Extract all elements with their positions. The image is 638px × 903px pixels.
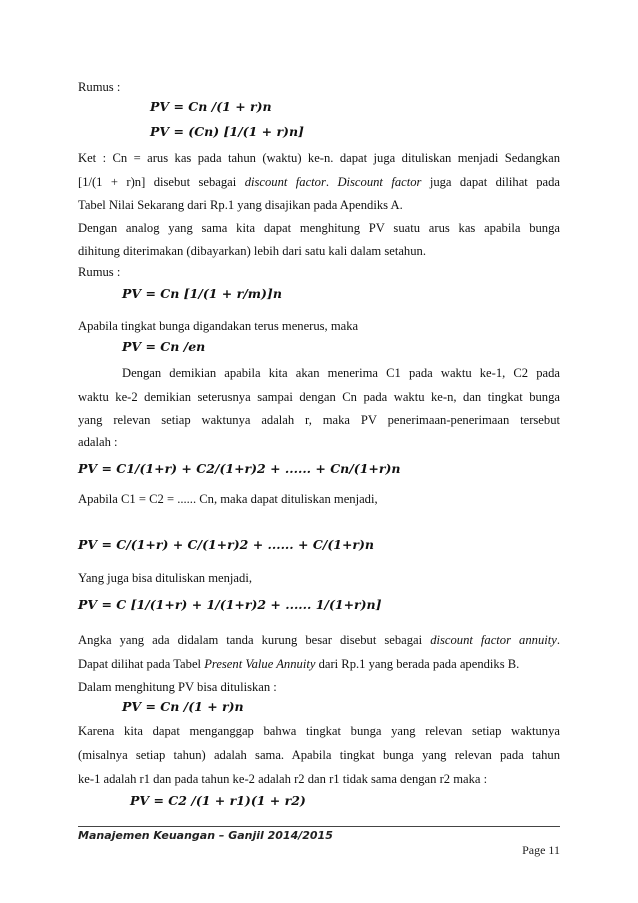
angka-line-2-a: Dapat dilihat pada Tabel [78,657,205,671]
formula-pv-basic [150,99,272,114]
alternative-form-text: Yang juga bisa dituliskan menjadi, [78,571,252,585]
angka-line-1-a: Angka yang ada didalam tanda kurung besar disebut sebagai [78,633,431,647]
ket-line-2-c: juga dapat dilihat pada [421,175,560,189]
angka-line-2-b: dari Rp.1 yang berada pada apendiks B. [315,657,520,671]
formula-pv-varying-rate-text: PV = C2 /(1 + r1)(1 + r2) [130,793,306,808]
formula-pv-basic-repeat [122,699,244,714]
dengan-line-3: yang relevan setiap waktunya adalah r, maka PV penerimaan-penerimaan tersebut [78,413,560,427]
ket-line-1: Ket : Cn = arus kas pada tahun (waktu) ke-n. dapat juga dituliskan menjadi Sedangkan [78,151,560,165]
formula-pv-compound-text: PV = Cn [1/(1 + r/m)]n [122,286,282,301]
formula-pv-basic-text: PV = Cn /(1 + r)n [150,99,272,114]
formula-pv-sum [78,461,401,476]
dalam-text: Dalam menghitung PV bisa dituliskan : [78,680,277,694]
rumus-label-1: Rumus : [78,80,121,94]
ket-line-3: Tabel Nilai Sekarang dari Rp.1 yang disajikan pada Apendiks A. [78,198,403,212]
continuous-compounding-text: Apabila tingkat bunga digandakan terus menerus, maka [78,319,359,333]
dengan-line-1: Dengan demikian apabila kita akan menerima C1 pada waktu ke-1, C2 pada [122,366,560,380]
analog-line-1: Dengan analog yang sama kita dapat menghitung PV suatu arus kas apabila bunga [78,221,560,235]
equal-cashflow-text: Apabila C1 = C2 = ...... Cn, maka dapat dituliskan menjadi, [78,492,378,506]
ket-line-2-b: . [325,175,338,189]
formula-pv-exponential-text: PV = Cn /en [122,339,206,354]
ket-line-2-em-2: Discount factor [337,175,422,189]
angka-line-1-em: discount factor annuity [430,633,557,647]
karena-line-1: Karena kita dapat menganggap bahwa tingkat bunga yang relevan setiap waktunya [78,724,560,738]
formula-pv-annuity [78,597,382,612]
formula-pv-equal-sum-text: PV = C/(1+r) + C/(1+r)2 + ...... + C/(1+r)n [78,537,375,552]
footer-divider [78,826,560,827]
ket-line-2 [78,174,560,190]
dengan-line-4: adalah : [78,435,118,449]
formula-pv-factor-text: PV = (Cn) [1/(1 + r)n] [150,124,304,139]
page-number: Page 11 [522,843,560,857]
formula-pv-sum-text: PV = C1/(1+r) + C2/(1+r)2 + ...... + Cn/(1+r)n [78,461,401,476]
formula-pv-factor [150,124,304,139]
formula-pv-annuity-text: PV = C [1/(1+r) + 1/(1+r)2 + ...... 1/(1+r)n] [78,597,382,612]
angka-line-2 [78,656,560,672]
rumus-label-2: Rumus : [78,265,121,279]
formula-pv-exponential [122,339,205,354]
formula-pv-equal-sum [78,537,374,552]
formula-pv-basic-repeat-text: PV = Cn /(1 + r)n [122,699,244,714]
analog-line-2: dihitung diterimakan (dibayarkan) lebih dari satu kali dalam setahun. [78,244,426,258]
karena-line-2: (misalnya setiap tahun) adalah sama. Apabila tingkat bunga yang relevan pada tahun [78,748,560,762]
angka-line-1 [78,632,560,648]
angka-line-2-em: Present Value Annuity [204,657,316,671]
footer-title: Manajemen Keuangan – Ganjil 2014/2015 [78,829,333,842]
ket-line-2-a: [1/(1 + r)n] disebut sebagai [78,175,245,189]
formula-pv-compound [122,286,282,301]
dengan-line-2: waktu ke-2 demikian seterusnya sampai dengan Cn pada waktu ke-n, dan tingkat bunga [78,390,560,404]
angka-line-1-b: . [556,633,560,647]
ket-line-2-em-1: discount factor [244,175,326,189]
formula-pv-varying-rate [130,793,306,808]
karena-line-3: ke-1 adalah r1 dan pada tahun ke-2 adalah r2 dan r1 tidak sama dengan r2 maka : [78,772,488,786]
